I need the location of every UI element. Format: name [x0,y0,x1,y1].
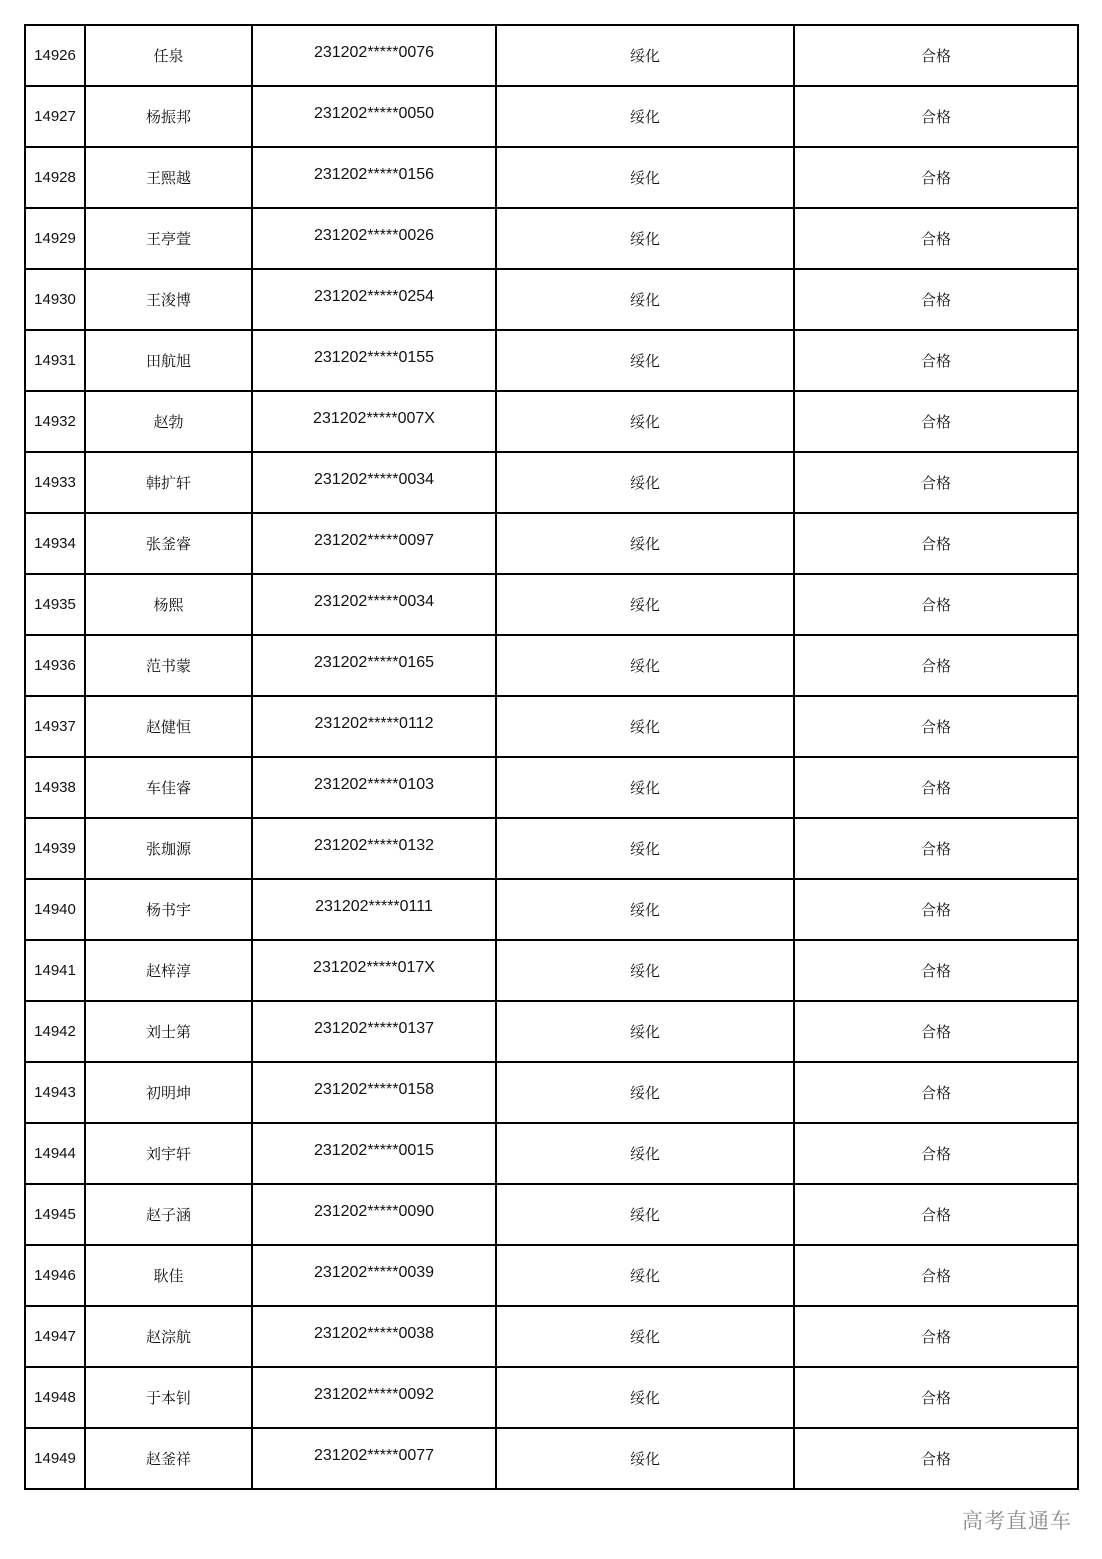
masked-id-number: 231202*****0076 [252,25,496,86]
masked-id-number: 231202*****0137 [252,1001,496,1062]
region: 绥化 [496,1062,794,1123]
masked-id-number: 231202*****0015 [252,1123,496,1184]
masked-id-number: 231202*****0034 [252,574,496,635]
person-name: 耿佳 [85,1245,252,1306]
table-row [25,696,1078,757]
table-row [25,1367,1078,1428]
region: 绥化 [496,86,794,147]
row-number: 14929 [25,208,85,269]
region: 绥化 [496,1001,794,1062]
masked-id-number: 231202*****0112 [252,696,496,757]
table-row [25,1184,1078,1245]
row-number: 14932 [25,391,85,452]
region: 绥化 [496,208,794,269]
masked-id-number: 231202*****0156 [252,147,496,208]
row-number: 14942 [25,1001,85,1062]
region: 绥化 [496,391,794,452]
table-row [25,1306,1078,1367]
region: 绥化 [496,879,794,940]
table-row [25,208,1078,269]
region: 绥化 [496,818,794,879]
row-number: 14936 [25,635,85,696]
table-row [25,1001,1078,1062]
result-status: 合格 [794,1123,1078,1184]
person-name: 初明坤 [85,1062,252,1123]
table-row [25,1062,1078,1123]
masked-id-number: 231202*****0039 [252,1245,496,1306]
region: 绥化 [496,1123,794,1184]
region: 绥化 [496,1245,794,1306]
masked-id-number: 231202*****0077 [252,1428,496,1489]
region: 绥化 [496,940,794,1001]
table-row [25,818,1078,879]
region: 绥化 [496,513,794,574]
table-row [25,513,1078,574]
masked-id-number: 231202*****0026 [252,208,496,269]
region: 绥化 [496,25,794,86]
person-name: 于本钊 [85,1367,252,1428]
row-number: 14937 [25,696,85,757]
person-name: 车佳睿 [85,757,252,818]
row-number: 14948 [25,1367,85,1428]
row-number: 14946 [25,1245,85,1306]
region: 绥化 [496,1184,794,1245]
table-row [25,757,1078,818]
result-status: 合格 [794,1062,1078,1123]
table-row [25,330,1078,391]
result-status: 合格 [794,1184,1078,1245]
masked-id-number: 231202*****0038 [252,1306,496,1367]
person-name: 任泉 [85,25,252,86]
table-row [25,147,1078,208]
person-name: 赵淙航 [85,1306,252,1367]
result-status: 合格 [794,818,1078,879]
result-status: 合格 [794,269,1078,330]
row-number: 14944 [25,1123,85,1184]
masked-id-number: 231202*****0158 [252,1062,496,1123]
person-name: 赵子涵 [85,1184,252,1245]
person-name: 王亭萱 [85,208,252,269]
masked-id-number: 231202*****017X [252,940,496,1001]
row-number: 14949 [25,1428,85,1489]
masked-id-number: 231202*****007X [252,391,496,452]
row-number: 14939 [25,818,85,879]
roster-sheet [24,24,1077,1490]
row-number: 14947 [25,1306,85,1367]
result-status: 合格 [794,86,1078,147]
result-status: 合格 [794,1367,1078,1428]
result-status: 合格 [794,635,1078,696]
result-status: 合格 [794,452,1078,513]
row-number: 14927 [25,86,85,147]
person-name: 杨振邦 [85,86,252,147]
person-name: 刘宇轩 [85,1123,252,1184]
region: 绥化 [496,147,794,208]
table-row [25,86,1078,147]
table-row [25,25,1078,86]
masked-id-number: 231202*****0155 [252,330,496,391]
result-status: 合格 [794,940,1078,1001]
table-row [25,1245,1078,1306]
person-name: 赵梓淳 [85,940,252,1001]
person-name: 张釜睿 [85,513,252,574]
person-name: 田航旭 [85,330,252,391]
result-status: 合格 [794,757,1078,818]
masked-id-number: 231202*****0090 [252,1184,496,1245]
masked-id-number: 231202*****0092 [252,1367,496,1428]
table-row [25,879,1078,940]
result-status: 合格 [794,25,1078,86]
result-status: 合格 [794,696,1078,757]
result-status: 合格 [794,391,1078,452]
table-row [25,452,1078,513]
region: 绥化 [496,574,794,635]
masked-id-number: 231202*****0034 [252,452,496,513]
person-name: 韩扩轩 [85,452,252,513]
table-row [25,635,1078,696]
row-number: 14938 [25,757,85,818]
region: 绥化 [496,696,794,757]
row-number: 14930 [25,269,85,330]
person-name: 赵勃 [85,391,252,452]
table-row [25,269,1078,330]
result-status: 合格 [794,879,1078,940]
region: 绥化 [496,1367,794,1428]
region: 绥化 [496,1306,794,1367]
row-number: 14926 [25,25,85,86]
masked-id-number: 231202*****0132 [252,818,496,879]
result-status: 合格 [794,1001,1078,1062]
result-status: 合格 [794,1245,1078,1306]
masked-id-number: 231202*****0103 [252,757,496,818]
region: 绥化 [496,635,794,696]
masked-id-number: 231202*****0165 [252,635,496,696]
region: 绥化 [496,269,794,330]
table-row [25,1428,1078,1489]
person-name: 张珈源 [85,818,252,879]
region: 绥化 [496,330,794,391]
row-number: 14945 [25,1184,85,1245]
row-number: 14931 [25,330,85,391]
masked-id-number: 231202*****0097 [252,513,496,574]
row-number: 14934 [25,513,85,574]
region: 绥化 [496,757,794,818]
row-number: 14941 [25,940,85,1001]
region: 绥化 [496,1428,794,1489]
table-row [25,1123,1078,1184]
result-status: 合格 [794,208,1078,269]
result-status: 合格 [794,574,1078,635]
result-status: 合格 [794,330,1078,391]
table-row [25,574,1078,635]
person-name: 赵健恒 [85,696,252,757]
row-number: 14943 [25,1062,85,1123]
roster-body [25,25,1078,1489]
result-status: 合格 [794,1428,1078,1489]
result-status: 合格 [794,147,1078,208]
person-name: 范书蒙 [85,635,252,696]
person-name: 杨书宇 [85,879,252,940]
masked-id-number: 231202*****0111 [252,879,496,940]
row-number: 14940 [25,879,85,940]
masked-id-number: 231202*****0254 [252,269,496,330]
row-number: 14935 [25,574,85,635]
table-row [25,391,1078,452]
roster-table [24,24,1079,1490]
person-name: 赵釜祥 [85,1428,252,1489]
result-status: 合格 [794,1306,1078,1367]
person-name: 刘士第 [85,1001,252,1062]
result-status: 合格 [794,513,1078,574]
row-number: 14928 [25,147,85,208]
person-name: 杨熙 [85,574,252,635]
person-name: 王浚博 [85,269,252,330]
watermark-text: 高考直通车 [962,1509,1072,1533]
row-number: 14933 [25,452,85,513]
masked-id-number: 231202*****0050 [252,86,496,147]
region: 绥化 [496,452,794,513]
person-name: 王熙越 [85,147,252,208]
table-row [25,940,1078,1001]
